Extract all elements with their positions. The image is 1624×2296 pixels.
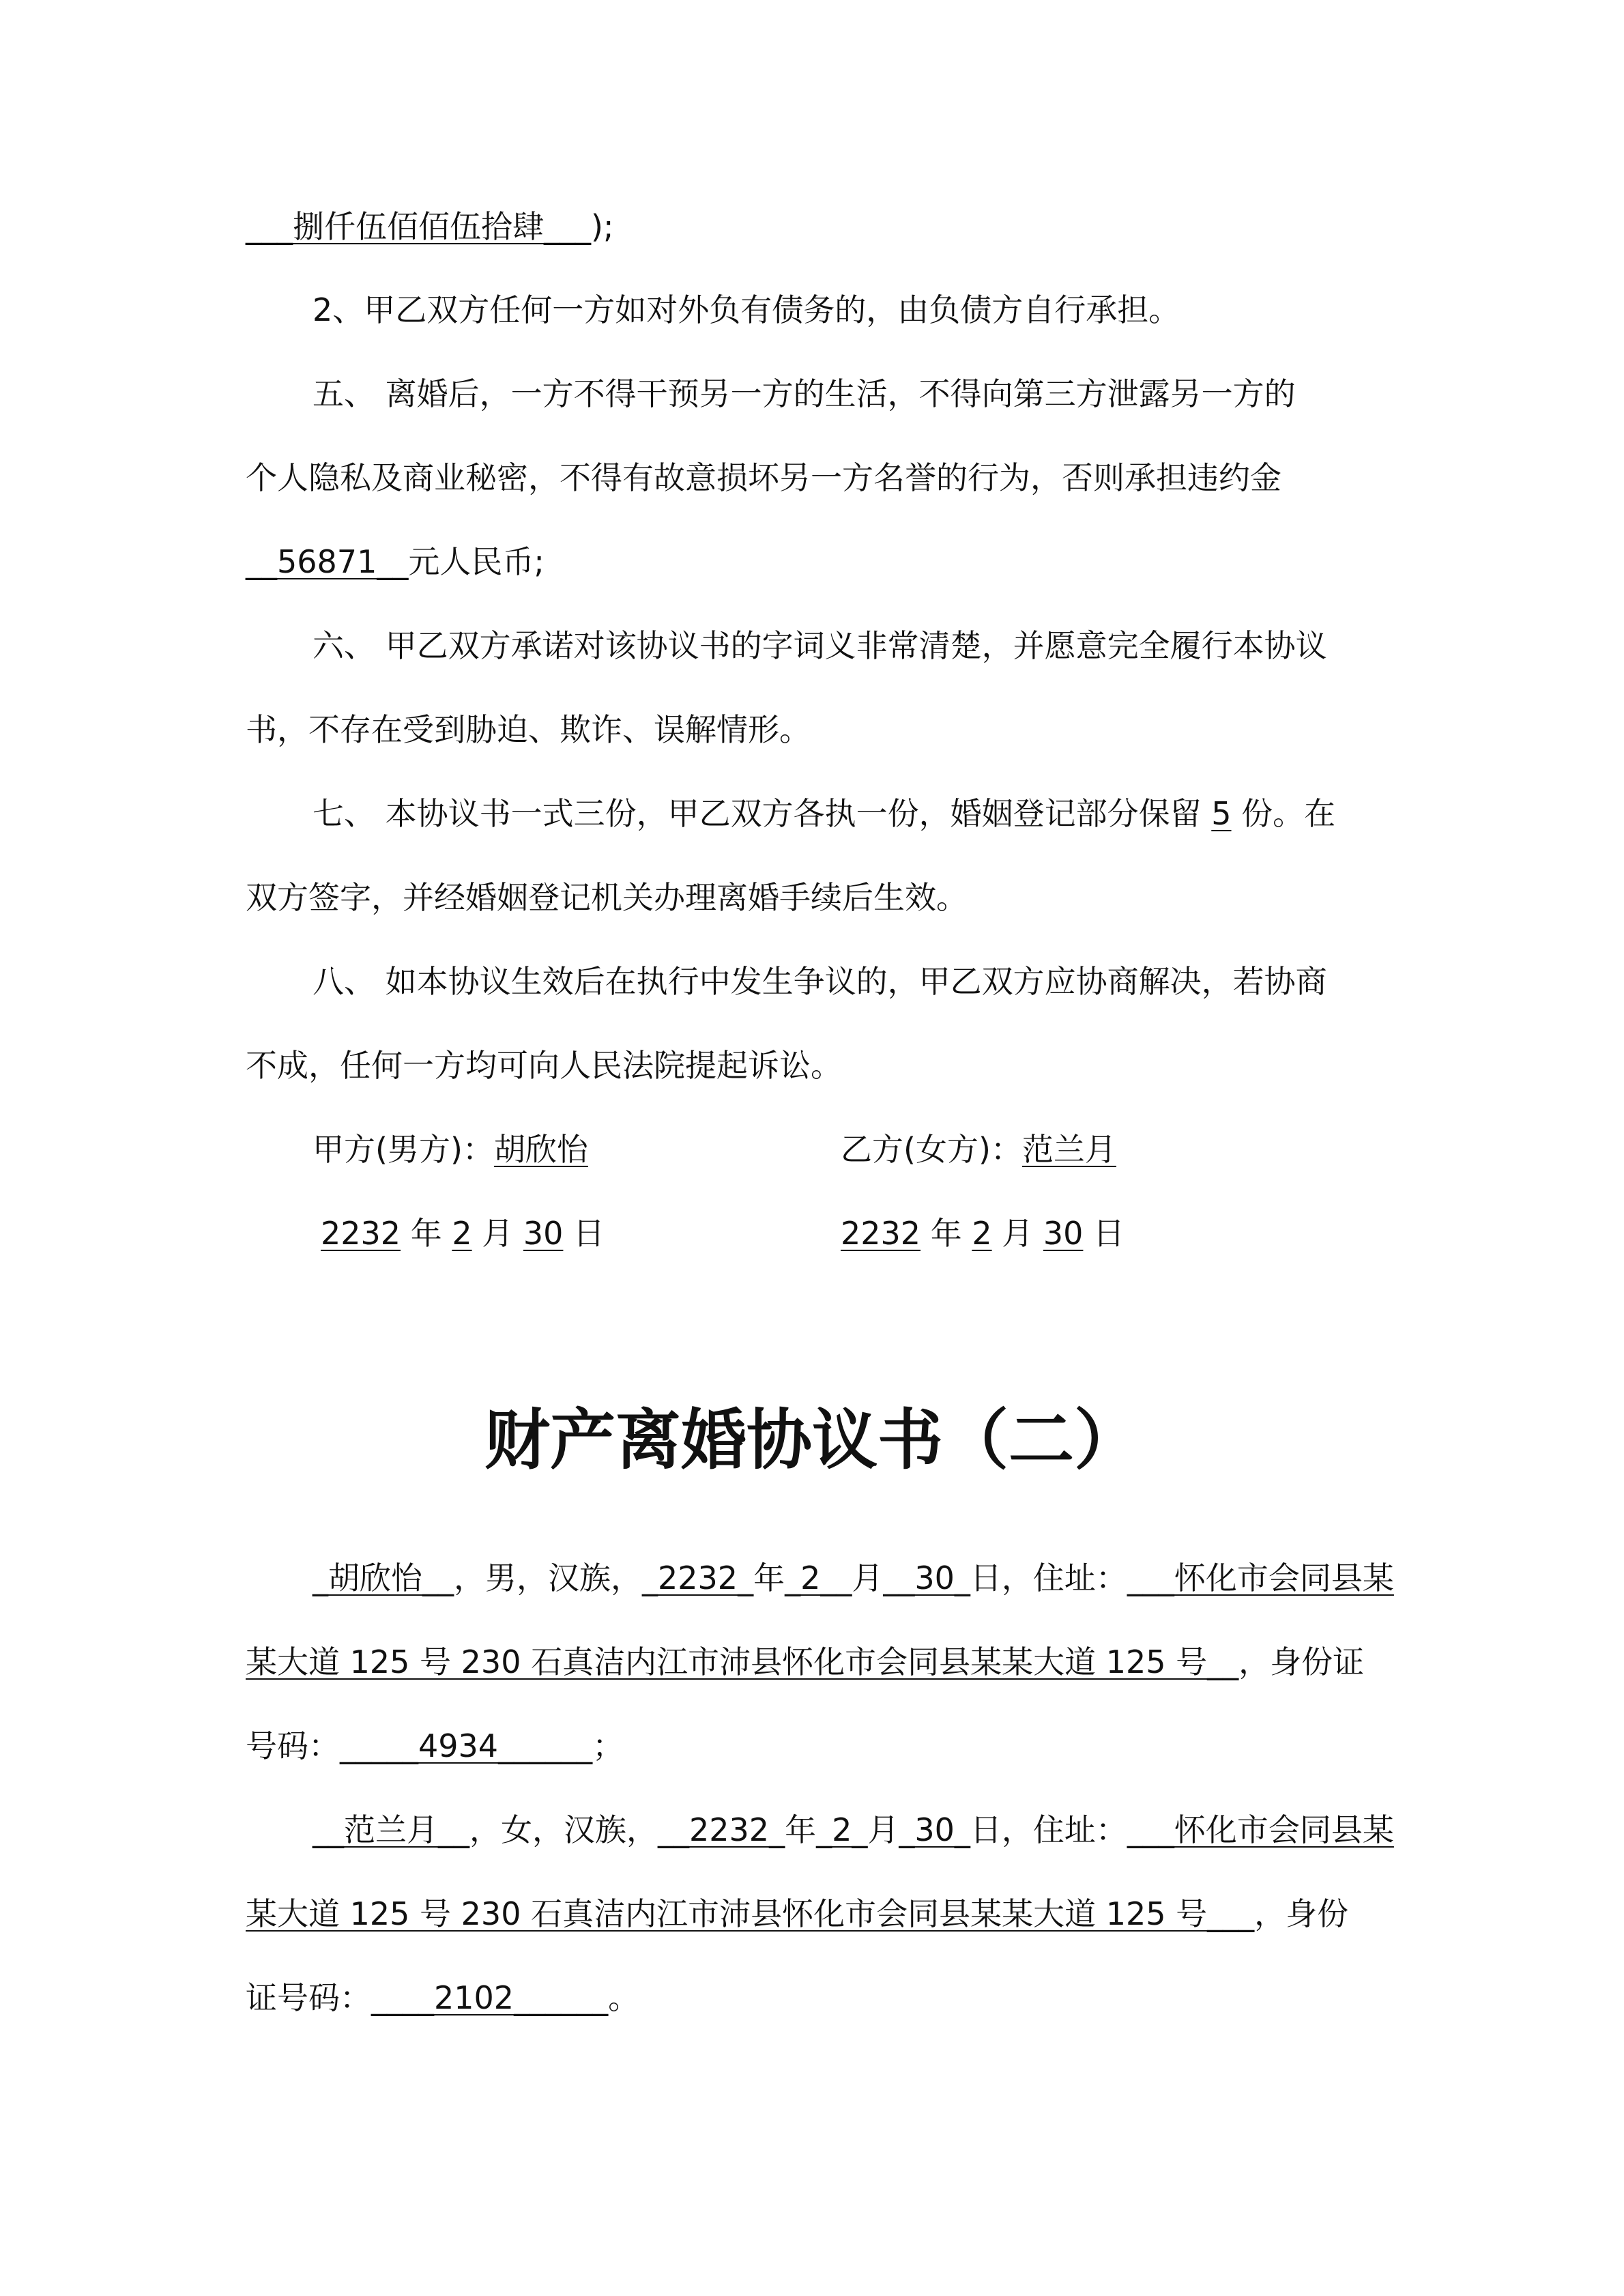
- birth-day: 30: [914, 1560, 955, 1596]
- party-a-name: 胡欣怡: [328, 1560, 422, 1596]
- address: 怀化市会同县某: [1174, 1560, 1394, 1596]
- year-unit: 年: [401, 1215, 452, 1252]
- party-a-info: [313, 1558, 1449, 1598]
- party-b-name: 范兰月: [1021, 1131, 1116, 1168]
- id-label: 号码：_____: [246, 1727, 418, 1764]
- birth-month: 2: [832, 1811, 852, 1848]
- clause-debt-responsibility: 2、甲乙双方任何一方如对外负有债务的，由负债方自行承担。: [313, 291, 1180, 328]
- info-text: _月_: [852, 1811, 915, 1848]
- date-day: 30: [1043, 1215, 1084, 1252]
- birth-year: 2232: [658, 1560, 738, 1596]
- info-text: __，男，汉族，_: [422, 1560, 658, 1596]
- address: 某大道 125 号 230 石真洁内江市沛县怀化市会同县某某大道 125 号: [246, 1895, 1208, 1932]
- clause-seven: [313, 793, 1449, 834]
- clause-eight: 八、 如本协议生效后在执行中发生争议的，甲乙双方应协商解决，若协商: [313, 963, 1327, 1000]
- day-unit: 日: [563, 1215, 605, 1252]
- penalty-amount: 56871: [277, 543, 377, 580]
- info-text: __，女，汉族，__: [438, 1811, 689, 1848]
- party-b-signature: [841, 1129, 1116, 1170]
- birth-month: 2: [800, 1560, 821, 1596]
- info-text: __月__: [820, 1560, 915, 1596]
- blank: ___);: [544, 208, 614, 245]
- party-a-date: [321, 1213, 605, 1254]
- date-month: 2: [452, 1215, 472, 1252]
- party-a-signature: [313, 1129, 588, 1170]
- party-b-name: 范兰月: [344, 1811, 438, 1848]
- blank: __: [246, 543, 277, 580]
- info-text: __，身份证: [1207, 1644, 1365, 1680]
- party-b-address-cont: [246, 1893, 1382, 1934]
- blank: ___: [246, 208, 293, 245]
- month-unit: 月: [991, 1215, 1043, 1252]
- copies-count: 5: [1211, 795, 1232, 832]
- blank: ______；: [498, 1727, 624, 1764]
- party-b-id-number: 2102: [434, 1979, 514, 2016]
- party-b-id-line: [246, 1977, 1382, 2018]
- party-a-name: 胡欣怡: [493, 1131, 588, 1168]
- party-b-date: [841, 1213, 1125, 1254]
- clause-seven-text: 七、 本协议书一式三份，甲乙双方各执一份，婚姻登记部分保留: [313, 795, 1212, 832]
- blank: ______。: [514, 1979, 640, 2016]
- info-text: _日，住址：___: [954, 1560, 1174, 1596]
- info-text: _年_: [769, 1811, 832, 1848]
- address: 某大道 125 号 230 石真洁内江市沛县怀化市会同县某某大道 125 号: [246, 1644, 1208, 1680]
- clause-eight-cont: 不成，任何一方均可向人民法院提起诉讼。: [246, 1047, 842, 1084]
- blank: __: [313, 1811, 344, 1848]
- party-a-id-number: 4934: [418, 1727, 499, 1764]
- address: 怀化市会同县某: [1174, 1811, 1394, 1848]
- clause-seven-text: 份。在: [1231, 795, 1336, 832]
- document-title: 财产离婚协议书（二）: [484, 1402, 1140, 1478]
- party-a-id-line: [246, 1725, 1382, 1766]
- party-b-info: [313, 1809, 1449, 1850]
- clause-five: 五、 离婚后，一方不得干预另一方的生活，不得向第三方泄露另一方的: [313, 375, 1296, 412]
- day-unit: 日: [1083, 1215, 1125, 1252]
- year-unit: 年: [920, 1215, 972, 1252]
- clause-six: 六、 甲乙双方承诺对该协议书的字词义非常清楚，并愿意完全履行本协议: [313, 627, 1327, 664]
- info-text: _日，住址：___: [954, 1811, 1174, 1848]
- clause-five-cont: 个人隐私及商业秘密，不得有故意损坏另一方名誉的行为，否则承担违约金: [246, 459, 1281, 496]
- info-text: _年_: [738, 1560, 801, 1596]
- penalty-amount-line: [246, 541, 1382, 582]
- debt-amount-line: [246, 206, 1382, 247]
- date-day: 30: [523, 1215, 564, 1252]
- blank: _: [313, 1560, 328, 1596]
- date-month: 2: [972, 1215, 992, 1252]
- birth-day: 30: [914, 1811, 955, 1848]
- id-label: 证号码：____: [246, 1979, 434, 2016]
- clause-six-cont: 书，不存在受到胁迫、欺诈、误解情形。: [246, 711, 811, 748]
- amount-in-words: 捌仟伍佰佰伍拾肆: [293, 208, 544, 245]
- party-a-address-cont: [246, 1641, 1382, 1682]
- currency-text: __元人民币;: [377, 543, 545, 580]
- party-a-label: 甲方(男方)：: [313, 1131, 494, 1168]
- date-year: 2232: [841, 1215, 921, 1252]
- birth-year: 2232: [689, 1811, 770, 1848]
- date-year: 2232: [321, 1215, 401, 1252]
- month-unit: 月: [472, 1215, 523, 1252]
- party-b-label: 乙方(女方)：: [841, 1131, 1022, 1168]
- info-text: ___，身份: [1207, 1895, 1349, 1932]
- clause-seven-cont: 双方签字，并经婚姻登记机关办理离婚手续后生效。: [246, 879, 968, 916]
